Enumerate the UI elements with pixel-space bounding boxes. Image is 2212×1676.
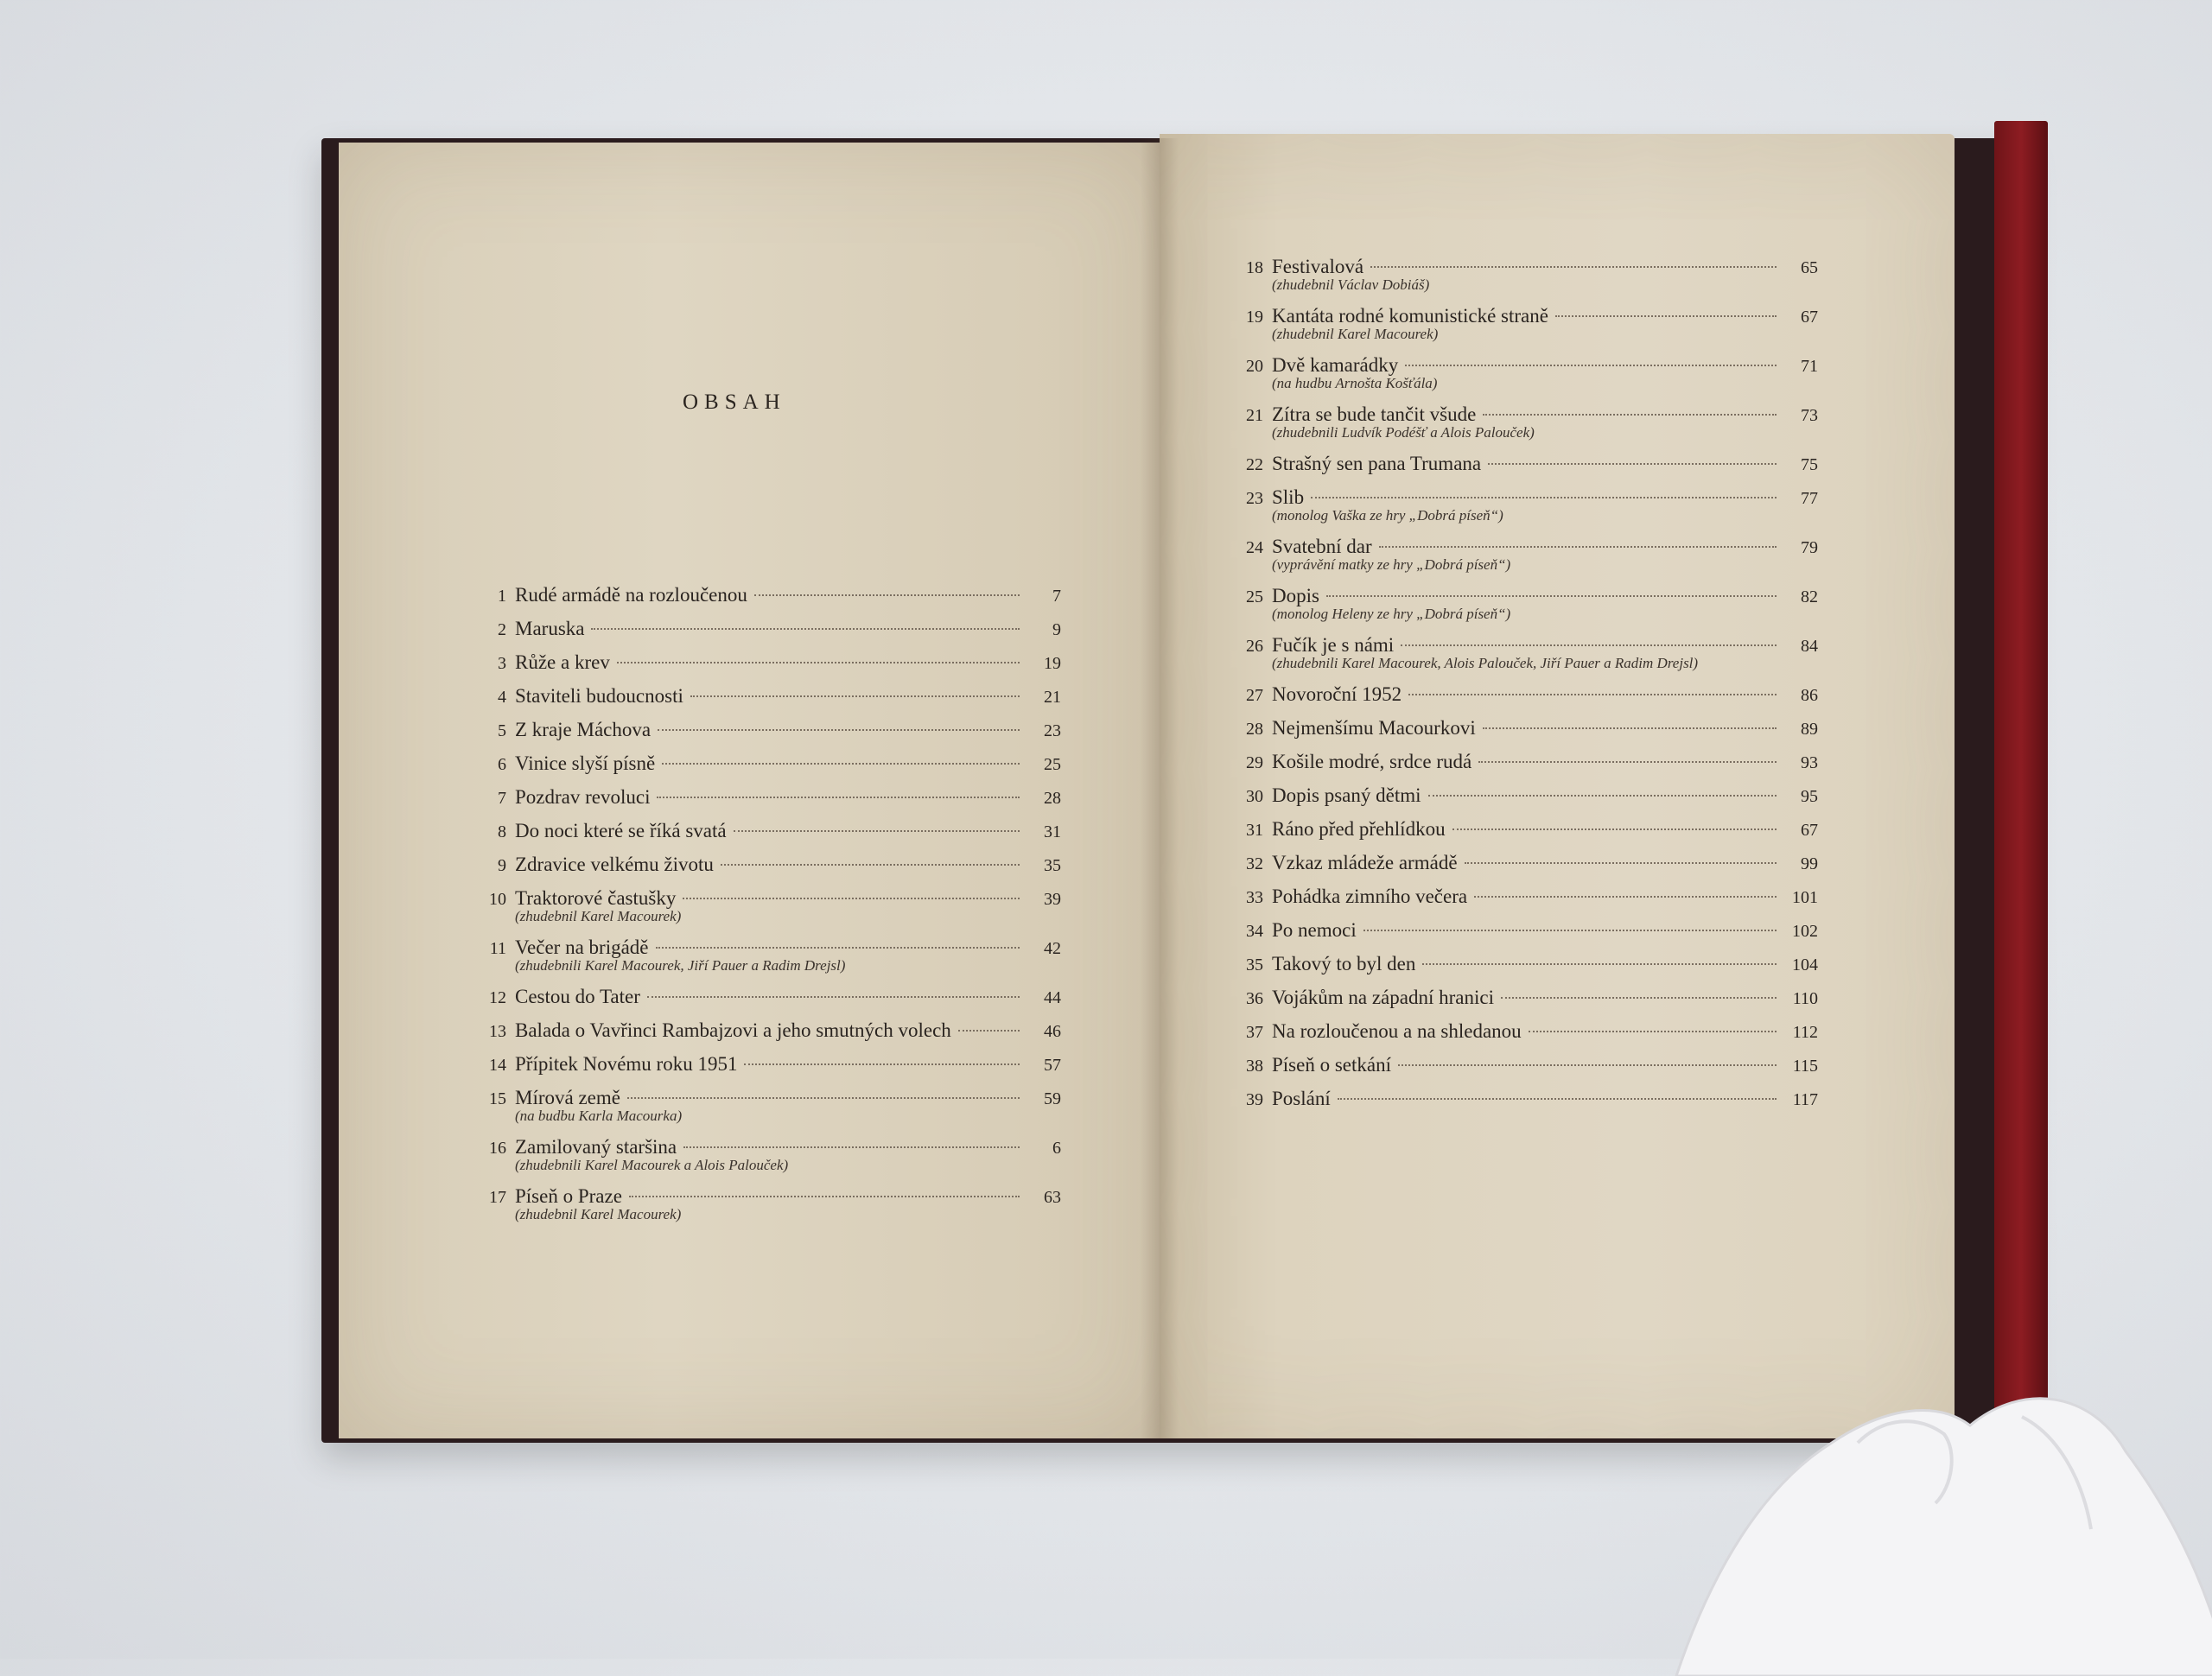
entry-page-number: 101 (1792, 888, 1818, 907)
entry-number: 11 (489, 939, 506, 958)
toc-entry-row (1230, 1020, 1818, 1043)
leader-dots (627, 1097, 1020, 1099)
entry-page-number: 73 (1801, 406, 1818, 425)
leader-dots (657, 797, 1020, 798)
book-spine-red (1994, 121, 2048, 1417)
leader-dots (754, 594, 1020, 596)
entry-title: Slib (1272, 486, 1305, 508)
leader-dots (734, 830, 1020, 832)
toc-entry-row (474, 1185, 1061, 1208)
entry-page-number: 23 (1044, 721, 1061, 740)
entry-title: Dopis (1272, 585, 1319, 606)
leader-dots (1501, 997, 1777, 999)
toc-entry-row (474, 584, 1061, 606)
toc-entry (1230, 305, 1818, 343)
entry-title: Po nemoci (1272, 919, 1357, 941)
leader-dots (1488, 463, 1777, 465)
leader-dots (1363, 930, 1777, 931)
leader-dots (591, 628, 1020, 630)
entry-subtitle: (zhudebnili Karel Macourek a Alois Palouček) (515, 1157, 789, 1173)
toc-entry (1230, 1054, 1818, 1076)
entry-page-number: 59 (1044, 1089, 1061, 1108)
entry-page-number: 25 (1044, 755, 1061, 774)
entry-page-number: 21 (1044, 688, 1061, 707)
entry-number: 24 (1246, 538, 1263, 557)
toc-entry (1230, 818, 1818, 841)
toc-entry (474, 820, 1061, 842)
toc-entry-row (1230, 987, 1818, 1009)
entry-title: Staviteli budoucnosti (515, 685, 683, 707)
toc-entry (1230, 634, 1818, 672)
entry-page-number: 93 (1801, 753, 1818, 772)
entry-title: Pohádka zimního večera (1272, 886, 1468, 907)
entry-title: Poslání (1272, 1088, 1331, 1109)
leader-dots (662, 763, 1020, 765)
leader-dots (958, 1030, 1020, 1032)
toc-right-list (1230, 256, 1818, 1121)
entry-title: Zamilovaný staršina (515, 1136, 677, 1158)
entry-number: 19 (1246, 308, 1263, 327)
leader-dots (617, 662, 1020, 663)
leader-dots (1370, 266, 1777, 268)
entry-title: Festivalová (1272, 256, 1364, 277)
entry-page-number: 28 (1044, 789, 1061, 808)
leader-dots (647, 996, 1020, 998)
toc-entry-row (1230, 886, 1818, 908)
entry-number: 36 (1246, 989, 1263, 1008)
entry-page-number: 86 (1801, 686, 1818, 705)
entry-title: Růže a krev (515, 651, 610, 673)
entry-number: 25 (1246, 587, 1263, 606)
toc-entry-row (474, 1136, 1061, 1159)
leader-dots (1555, 315, 1777, 317)
toc-entry-row (474, 887, 1061, 910)
book-gutter (1141, 138, 1179, 1438)
leader-dots (629, 1196, 1020, 1197)
entry-title: Do noci které se říká svatá (515, 820, 727, 841)
toc-entry-row (1230, 852, 1818, 874)
entry-subtitle: (monolog Vaška ze hry „Dobrá píseň“) (1272, 507, 1503, 524)
entry-subtitle: (zhudebnili Karel Macourek, Jiří Pauer a Radim Drejsl) (515, 957, 846, 974)
toc-entry (474, 584, 1061, 606)
leader-dots (1338, 1098, 1777, 1100)
leader-dots (1452, 828, 1777, 830)
entry-number: 23 (1246, 489, 1263, 508)
toc-entry-row (474, 1087, 1061, 1109)
toc-entry (1230, 486, 1818, 524)
leader-dots (1428, 795, 1777, 797)
entry-number: 17 (489, 1188, 506, 1207)
entry-number: 7 (498, 789, 506, 808)
entry-title: Přípitek Novému roku 1951 (515, 1053, 738, 1075)
entry-title: Dvě kamarádky (1272, 354, 1399, 376)
entry-number: 31 (1246, 821, 1263, 840)
toc-entry-row (1230, 919, 1818, 942)
entry-number: 18 (1246, 258, 1263, 277)
toc-entry (1230, 585, 1818, 623)
leader-dots (1408, 694, 1777, 695)
toc-entry-row (1230, 1054, 1818, 1076)
toc-entry (474, 1019, 1061, 1042)
toc-entry-row (1230, 1088, 1818, 1110)
entry-title: Zdravice velkému životu (515, 854, 714, 875)
entry-page-number: 75 (1801, 455, 1818, 474)
entry-page-number: 6 (1052, 1139, 1061, 1158)
toc-entry-row (474, 936, 1061, 959)
entry-page-number: 104 (1792, 955, 1818, 974)
toc-entry (1230, 919, 1818, 942)
entry-page-number: 67 (1801, 821, 1818, 840)
entry-number: 15 (489, 1089, 506, 1108)
leader-dots (744, 1063, 1020, 1065)
leader-dots (1422, 963, 1777, 965)
entry-page-number: 46 (1044, 1022, 1061, 1041)
leader-dots (690, 695, 1020, 697)
toc-entry-row (1230, 683, 1818, 706)
leader-dots (721, 864, 1020, 866)
leader-dots (1474, 896, 1777, 898)
toc-entry-row (474, 752, 1061, 775)
leader-dots (656, 947, 1020, 949)
entry-number: 22 (1246, 455, 1263, 474)
toc-entry (1230, 536, 1818, 574)
entry-title: Kantáta rodné komunistické straně (1272, 305, 1548, 327)
entry-title: Z kraje Máchova (515, 719, 652, 740)
toc-left-list (474, 584, 1061, 1235)
entry-subtitle: (zhudebnili Ludvík Podéšť a Alois Palouček) (1272, 424, 1535, 441)
entry-page-number: 89 (1801, 720, 1818, 739)
entry-title: Cestou do Tater (515, 986, 640, 1007)
toc-entry-row (1230, 305, 1818, 327)
leader-dots (1465, 862, 1777, 864)
toc-entry (1230, 683, 1818, 706)
entry-number: 4 (498, 688, 506, 707)
entry-number: 39 (1246, 1090, 1263, 1109)
toc-entry (1230, 987, 1818, 1009)
entry-page-number: 77 (1801, 489, 1818, 508)
toc-entry-row (474, 685, 1061, 708)
entry-number: 38 (1246, 1057, 1263, 1076)
toc-entry (474, 887, 1061, 925)
entry-page-number: 7 (1052, 587, 1061, 606)
toc-entry (1230, 751, 1818, 773)
toc-entry (1230, 403, 1818, 441)
entry-page-number: 112 (1792, 1023, 1818, 1042)
entry-subtitle: (na hudbu Arnošta Košťála) (1272, 375, 1438, 391)
leader-dots (1405, 365, 1777, 366)
entry-title: Píseň o Praze (515, 1185, 622, 1207)
entry-page-number: 84 (1801, 637, 1818, 656)
toc-entry (474, 719, 1061, 741)
toc-entry (474, 752, 1061, 775)
toc-entry (474, 986, 1061, 1008)
entry-number: 9 (498, 856, 506, 875)
entry-number: 35 (1246, 955, 1263, 974)
entry-number: 5 (498, 721, 506, 740)
entry-page-number: 82 (1801, 587, 1818, 606)
leader-dots (1401, 644, 1777, 646)
entry-page-number: 71 (1801, 357, 1818, 376)
toc-entry-row (1230, 585, 1818, 607)
leader-dots (1379, 546, 1777, 548)
toc-entry-row (1230, 953, 1818, 975)
toc-entry (1230, 453, 1818, 475)
entry-title: Mírová země (515, 1087, 620, 1108)
entry-page-number: 99 (1801, 854, 1818, 873)
entry-page-number: 79 (1801, 538, 1818, 557)
entry-page-number: 95 (1801, 787, 1818, 806)
entry-number: 6 (498, 755, 506, 774)
entry-page-number: 9 (1052, 620, 1061, 639)
toc-entry (474, 685, 1061, 708)
entry-number: 37 (1246, 1023, 1263, 1042)
toc-entry (474, 786, 1061, 809)
entry-page-number: 19 (1044, 654, 1061, 673)
toc-entry (474, 618, 1061, 640)
entry-page-number: 35 (1044, 856, 1061, 875)
toc-entry (1230, 852, 1818, 874)
entry-page-number: 31 (1044, 822, 1061, 841)
toc-entry-row (474, 820, 1061, 842)
entry-number: 21 (1246, 406, 1263, 425)
entry-subtitle: (na budbu Karla Macourka) (515, 1108, 683, 1124)
leader-dots (1483, 727, 1777, 729)
entry-page-number: 115 (1792, 1057, 1818, 1076)
toc-entry-row (474, 651, 1061, 674)
entry-title: Vinice slyší písně (515, 752, 656, 774)
entry-subtitle: (zhudebnil Karel Macourek) (515, 908, 682, 924)
toc-entry (474, 1087, 1061, 1125)
toc-entry-row (474, 1053, 1061, 1076)
toc-entry (474, 1136, 1061, 1174)
toc-entry-row (1230, 403, 1818, 426)
entry-number: 32 (1246, 854, 1263, 873)
entry-subtitle: (vyprávění matky ze hry „Dobrá píseň“) (1272, 556, 1511, 573)
toc-entry (474, 854, 1061, 876)
entry-number: 10 (489, 890, 506, 909)
toc-entry-row (474, 786, 1061, 809)
toc-entry-row (1230, 818, 1818, 841)
entry-page-number: 39 (1044, 890, 1061, 909)
entry-title: Píseň o setkání (1272, 1054, 1391, 1076)
toc-heading: OBSAH (683, 390, 786, 414)
toc-entry-row (474, 719, 1061, 741)
entry-title: Vzkaz mládeže armádě (1272, 852, 1458, 873)
entry-number: 2 (498, 620, 506, 639)
entry-number: 28 (1246, 720, 1263, 739)
entry-number: 8 (498, 822, 506, 841)
entry-number: 1 (498, 587, 506, 606)
entry-page-number: 67 (1801, 308, 1818, 327)
toc-entry (1230, 886, 1818, 908)
entry-subtitle: (monolog Heleny ze hry „Dobrá píseň“) (1272, 606, 1511, 622)
entry-number: 16 (489, 1139, 506, 1158)
leader-dots (1326, 595, 1777, 597)
toc-entry (1230, 1088, 1818, 1110)
entry-number: 20 (1246, 357, 1263, 376)
leader-dots (1398, 1064, 1777, 1066)
toc-entry-row (1230, 634, 1818, 657)
entry-subtitle: (zhudebnili Karel Macourek, Alois Palouček, Jiří Pauer a Radim Drejsl) (1272, 655, 1699, 671)
entry-number: 29 (1246, 753, 1263, 772)
entry-page-number: 57 (1044, 1056, 1061, 1075)
entry-page-number: 44 (1044, 988, 1061, 1007)
entry-title: Na rozloučenou a na shledanou (1272, 1020, 1522, 1042)
toc-entry-row (1230, 717, 1818, 740)
toc-entry (474, 1185, 1061, 1223)
entry-title: Svatební dar (1272, 536, 1372, 557)
entry-page-number: 42 (1044, 939, 1061, 958)
toc-entry (1230, 953, 1818, 975)
toc-entry-row (1230, 751, 1818, 773)
entry-page-number: 63 (1044, 1188, 1061, 1207)
entry-title: Rudé armádě na rozloučenou (515, 584, 747, 606)
entry-title: Ráno před přehlídkou (1272, 818, 1446, 840)
toc-entry-row (1230, 256, 1818, 278)
toc-entry (1230, 1020, 1818, 1043)
entry-number: 26 (1246, 637, 1263, 656)
entry-number: 13 (489, 1022, 506, 1041)
entry-number: 14 (489, 1056, 506, 1075)
toc-entry-row (1230, 784, 1818, 807)
leader-dots (683, 898, 1020, 899)
leader-dots (1311, 497, 1777, 498)
entry-number: 3 (498, 654, 506, 673)
leader-dots (658, 729, 1020, 731)
toc-entry (1230, 354, 1818, 392)
toc-entry (1230, 784, 1818, 807)
entry-title: Zítra se bude tančit všude (1272, 403, 1477, 425)
entry-title: Večer na brigádě (515, 936, 649, 958)
toc-entry-row (474, 986, 1061, 1008)
entry-subtitle: (zhudebnil Václav Dobiáš) (1272, 276, 1430, 293)
entry-title: Nejmenšímu Macourkovi (1272, 717, 1476, 739)
entry-title: Traktorové častušky (515, 887, 677, 909)
entry-title: Balada o Vavřinci Rambajzovi a jeho smutných volech (515, 1019, 951, 1041)
entry-title: Dopis psaný dětmi (1272, 784, 1421, 806)
leader-dots (1529, 1031, 1777, 1032)
toc-entry (1230, 256, 1818, 294)
toc-entry-row (1230, 486, 1818, 509)
entry-title: Fučík je s námi (1272, 634, 1395, 656)
entry-subtitle: (zhudebnil Karel Macourek) (515, 1206, 682, 1222)
toc-entry-row (474, 854, 1061, 876)
entry-number: 30 (1246, 787, 1263, 806)
toc-entry-row (1230, 354, 1818, 377)
leader-dots (1478, 761, 1777, 763)
gloved-hand (1573, 1313, 2212, 1676)
toc-entry-row (474, 618, 1061, 640)
toc-entry (474, 1053, 1061, 1076)
leader-dots (683, 1146, 1020, 1148)
entry-title: Novoroční 1952 (1272, 683, 1402, 705)
entry-title: Pozdrav revoluci (515, 786, 651, 808)
entry-page-number: 110 (1792, 989, 1818, 1008)
entry-title: Strašný sen pana Trumana (1272, 453, 1482, 474)
entry-title: Vojákům na západní hranici (1272, 987, 1494, 1008)
entry-title: Košile modré, srdce rudá (1272, 751, 1472, 772)
toc-entry (1230, 717, 1818, 740)
entry-subtitle: (zhudebnil Karel Macourek) (1272, 326, 1439, 342)
toc-entry-row (474, 1019, 1061, 1042)
entry-page-number: 65 (1801, 258, 1818, 277)
toc-entry (474, 936, 1061, 974)
entry-number: 34 (1246, 922, 1263, 941)
toc-entry-row (1230, 536, 1818, 558)
toc-entry-row (1230, 453, 1818, 475)
entry-number: 12 (489, 988, 506, 1007)
entry-title: Takový to byl den (1272, 953, 1416, 974)
leader-dots (1483, 414, 1777, 416)
entry-page-number: 117 (1792, 1090, 1818, 1109)
entry-page-number: 102 (1792, 922, 1818, 941)
entry-number: 27 (1246, 686, 1263, 705)
entry-number: 33 (1246, 888, 1263, 907)
toc-entry (474, 651, 1061, 674)
entry-title: Maruska (515, 618, 585, 639)
